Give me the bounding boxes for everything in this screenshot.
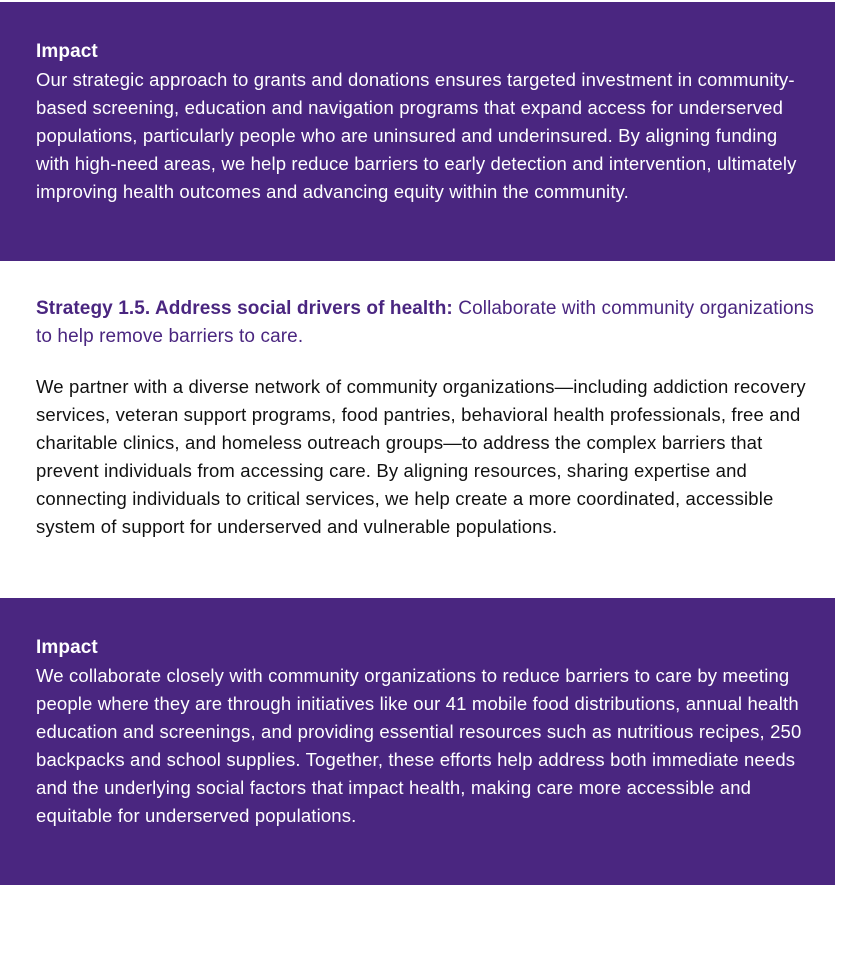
- body-paragraph: We partner with a diverse network of community organizations—including addiction recovery services, veteran support programs, food pantries, behavioral health professionals, free and charitable clinics, and homeless outreach groups—to address the complex barriers that prevent individuals from accessing care. By aligning resources, sharing expertise and connecting individuals to critical services, we help create a more coordinated, accessible system of support for underserved and vulnerable populations.: [36, 376, 806, 537]
- impact-body-text: We collaborate closely with community organizations to reduce barriers to care by meeting people where they are through initiatives like our 41 mobile food distributions, annual health education and screenings, and providing essential resources such as nutritious recipes, 250 backpacks and school supplies. Together, these efforts help address both immediate needs and the underlying social factors that impact health, making care more accessible and equitable for underserved populations.: [36, 665, 802, 826]
- impact-body-text: Our strategic approach to grants and donations ensures targeted investment in community-based screening, education and navigation programs that expand access for underserved populations, particularly people who are uninsured and underinsured. By aligning funding with high-need areas, we help reduce barriers to early detection and intervention, ultimately improving health outcomes and advancing equity within the community.: [36, 69, 797, 202]
- strategy-lead: Strategy 1.5. Address social drivers of health:: [36, 298, 453, 319]
- impact-heading: Impact: [36, 41, 98, 62]
- impact-callout-box: [0, 2, 835, 261]
- impact-heading: Impact: [36, 637, 98, 658]
- strategy-heading: [36, 295, 826, 351]
- strategy-description: Collaborate with community organizations to help remove barriers to care.: [36, 298, 814, 347]
- impact-callout-box: [0, 598, 835, 885]
